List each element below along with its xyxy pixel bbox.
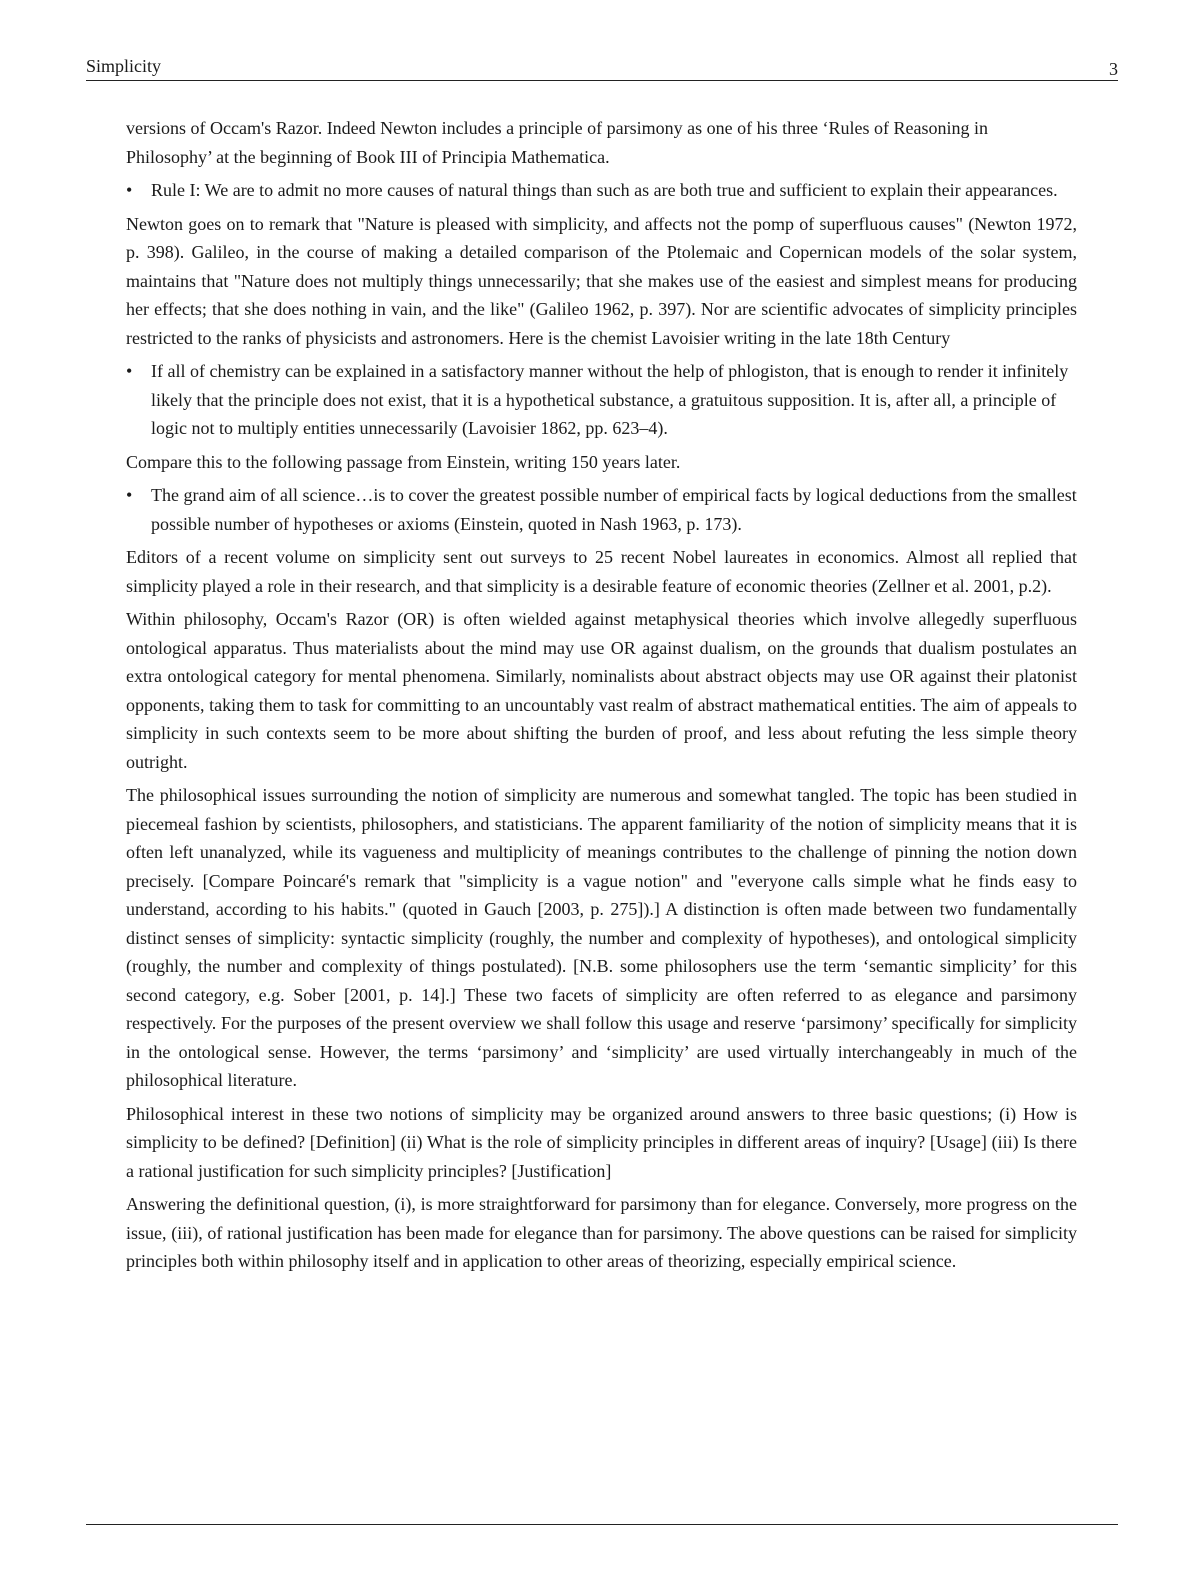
list-item-einstein [126, 481, 1077, 538]
bullet-marker: • [126, 485, 133, 505]
bullet-marker: • [126, 361, 133, 381]
list-item-rule1 [126, 176, 1077, 205]
running-header [86, 54, 1118, 81]
page-body [126, 114, 1077, 1281]
bullet-list-einstein [126, 481, 1077, 538]
paragraph-nobel-survey: Editors of a recent volume on simplicity sent out surveys to 25 recent Nobel laureates in economics. Almost all replied that simplicity played a role in their research, and that simplicity is a desirable feature of economic theories (Zellner et al. 2001, p.2). [126, 547, 1077, 596]
paragraph-newton-rules: versions of Occam's Razor. Indeed Newton includes a principle of parsimony as one of his three ‘Rules of Reasoning in Philosophy’ at the beginning of Book III of Principia Mathematica. [126, 118, 989, 167]
paragraph-definitional-question: Answering the definitional question, (i), is more straightforward for parsimony than for elegance. Conversely, more progress on the issue, (iii), of rational justification has been made for elegance than for parsimony. The above questions can be raised for simplicity principles both within philosophy itself and in application to other areas of theorizing, especially empirical science. [126, 1194, 1077, 1271]
bullet-list-lavoisier [126, 357, 1077, 443]
running-header-title: Simplicity [86, 56, 162, 76]
paragraph-simplicity-issues: The philosophical issues surrounding the notion of simplicity are numerous and somewhat tangled. The topic has been studied in piecemeal fashion by scientists, philosophers, and statisticians. The apparent familiarity of the notion of simplicity means that it is often left unanalyzed, while its vagueness and multiplicity of meanings contributes to the challenge of pinning the notion down precisely. [Compare Poincaré's remark that "simplicity is a vague notion" and "everyone calls simple what he finds easy to understand, according to his habits." (quoted in Gauch [2003, p. 275]).] A distinction is often made between two fundamentally distinct senses of simplicity: syntactic simplicity (roughly, the number and complexity of hypotheses), and ontological simplicity (roughly, the number and complexity of things postulated). [N.B. some philosophers use the term ‘semantic simplicity’ for this second category, e.g. Sober [2001, p. 14].] These two facets of simplicity are often referred to as elegance and parsimony respectively. For the purposes of the present overview we shall follow this usage and reserve ‘parsimony’ specifically for simplicity in the ontological sense. However, the terms ‘parsimony’ and ‘simplicity’ are used virtually interchangeably in much of the philosophical literature. [126, 785, 1077, 1090]
list-item-text: If all of chemistry can be explained in a satisfactory manner without the help of phlogiston, that is enough to render it infinitely likely that the principle does not exist, that it is a hypothetical substance, a gratuitous supposition. It is, after all, a principle of logic not to multiply entities unnecessarily (Lavoisier 1862, pp. 623–4). [151, 361, 1069, 438]
list-item-text: The grand aim of all science…is to cover the greatest possible number of empirical facts by logical deductions from the smallest possible number of hypotheses or axioms (Einstein, quoted in Nash 1963, p. 173). [151, 485, 1077, 534]
paragraph-newton-galileo: Newton goes on to remark that "Nature is pleased with simplicity, and affects not the pomp of superfluous causes" (Newton 1972, p. 398). Galileo, in the course of making a detailed comparison of the Ptolemaic and Copernican models of the solar system, maintains that "Nature does not multiply things unnecessarily; that she makes use of the easiest and simplest means for producing her effects; that she does nothing in vain, and the like" (Galileo 1962, p. 397). Nor are scientific advocates of simplicity principles restricted to the ranks of physicists and astronomers. Here is the chemist Lavoisier writing in the late 18th Century [126, 213, 1077, 348]
list-item-lavoisier [126, 357, 1077, 443]
paragraph-einstein-intro: Compare this to the following passage from Einstein, writing 150 years later. [126, 451, 681, 472]
bullet-list-rule1 [126, 176, 1077, 205]
footer-divider [86, 1524, 1118, 1525]
bullet-marker: • [126, 180, 133, 200]
list-item-text: Rule I: We are to admit no more causes of natural things than such as are both true and sufficient to explain their appearances. [151, 180, 1058, 200]
paragraph-three-questions: Philosophical interest in these two notions of simplicity may be organized around answers to three basic questions; (i) How is simplicity to be defined? [Definition] (ii) What is the role of simplicity principles in different areas of inquiry? [Usage] (iii) Is there a rational justification for such simplicity principles? [Justification] [126, 1103, 1077, 1181]
page-number: 3 [1109, 59, 1118, 79]
paragraph-occams-razor-philosophy: Within philosophy, Occam's Razor (OR) is often wielded against metaphysical theories which involve allegedly superfluous ontological apparatus. Thus materialists about the mind may use OR against dualism, on the grounds that dualism postulates an extra ontological category for mental phenomena. Similarly, nominalists about abstract objects may use OR against their platonist opponents, taking them to task for committing to an uncountably vast realm of abstract mathematical entities. The aim of appeals to simplicity in such contexts seem to be more about shifting the burden of proof, and less about refuting the less simple theory outright. [126, 609, 1077, 772]
